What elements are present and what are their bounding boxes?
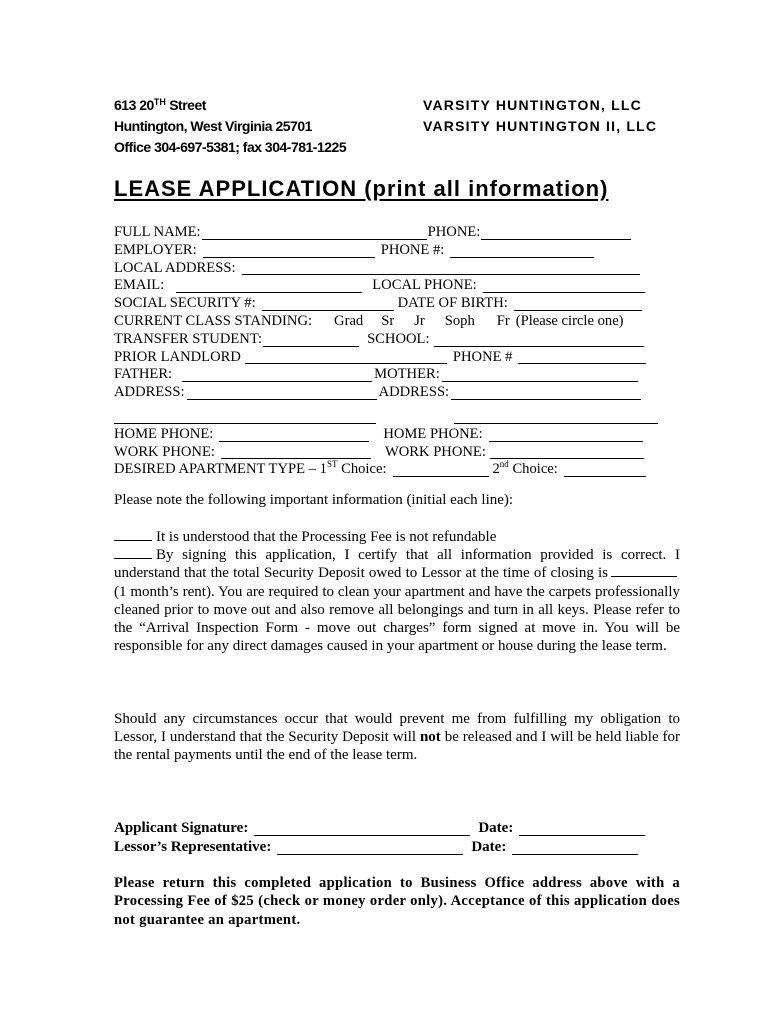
prior-landlord-label: PRIOR LANDLORD bbox=[114, 348, 241, 365]
prior-phone-label: PHONE # bbox=[452, 348, 513, 365]
phone-field[interactable] bbox=[481, 227, 631, 240]
mother-label: MOTHER: bbox=[374, 366, 440, 383]
email-row bbox=[114, 277, 662, 295]
address-row bbox=[114, 384, 662, 402]
mother-work-phone-field[interactable] bbox=[490, 446, 644, 459]
employer-phone-field[interactable] bbox=[450, 245, 594, 258]
father-address-field[interactable] bbox=[187, 387, 377, 400]
prior-landlord-field[interactable] bbox=[245, 351, 447, 364]
initial-field-2[interactable] bbox=[114, 546, 152, 559]
father-field[interactable] bbox=[182, 369, 372, 382]
desired-type-row bbox=[114, 461, 662, 479]
initial-note: Please note the following important information (initial each line): bbox=[114, 492, 514, 508]
transfer-row bbox=[114, 331, 662, 349]
father-work-phone-field[interactable] bbox=[221, 446, 371, 459]
ssn-field[interactable] bbox=[262, 298, 394, 311]
mother-home-phone-field[interactable] bbox=[489, 429, 643, 442]
second-choice-label: 2nd Choice: bbox=[492, 459, 558, 478]
full-name-label: FULL NAME: bbox=[114, 224, 201, 240]
email-label: EMAIL: bbox=[114, 277, 165, 294]
mother-address-line-2[interactable] bbox=[454, 411, 658, 424]
applicant-signature-label: Applicant Signature: bbox=[114, 820, 249, 836]
lessor-date-field[interactable] bbox=[512, 841, 638, 855]
mother-field[interactable] bbox=[442, 369, 638, 382]
school-field[interactable] bbox=[434, 334, 644, 347]
deposit-amount-field[interactable] bbox=[611, 564, 677, 577]
transfer-student-label: TRANSFER STUDENT: bbox=[114, 330, 263, 347]
return-instructions: Please return this completed application to Business Office address above with a Processing Fee of $25 (check or money order only). Acceptance of this application does not guarantee an apartment. bbox=[114, 875, 680, 928]
city-address: Huntington, West Virginia 25701 bbox=[114, 118, 312, 134]
initial-field-1[interactable] bbox=[114, 528, 152, 541]
company-name-1: VARSITY HUNTINGTON, LLC bbox=[423, 97, 642, 113]
applicant-signature-field[interactable] bbox=[254, 822, 470, 836]
class-option-soph[interactable]: Soph bbox=[444, 312, 475, 329]
lessor-signature-field[interactable] bbox=[277, 841, 463, 855]
lessor-signature-row bbox=[114, 838, 680, 857]
address-continuation-row bbox=[114, 408, 662, 426]
lessor-date-label: Date: bbox=[471, 839, 507, 855]
local-address-label: LOCAL ADDRESS: bbox=[114, 259, 236, 276]
page-title: LEASE APPLICATION (print all information) bbox=[114, 176, 609, 201]
lessor-signature-label: Lessor’s Representative: bbox=[114, 839, 272, 855]
school-label: SCHOOL: bbox=[367, 330, 430, 347]
father-work-phone-label: WORK PHONE: bbox=[114, 443, 215, 460]
company-names-block bbox=[423, 95, 723, 137]
class-standing-row bbox=[114, 313, 662, 331]
class-note: (Please circle one) bbox=[515, 312, 624, 329]
father-home-phone-field[interactable] bbox=[219, 429, 369, 442]
home-phone-row bbox=[114, 426, 662, 444]
applicant-signature-row bbox=[114, 819, 680, 838]
father-address-line-2[interactable] bbox=[114, 411, 376, 424]
mother-work-phone-label: WORK PHONE: bbox=[384, 443, 486, 460]
company-name-2: VARSITY HUNTINGTON II, LLC bbox=[423, 118, 658, 134]
class-option-fr[interactable]: Fr bbox=[496, 312, 510, 329]
dob-field[interactable] bbox=[514, 298, 642, 311]
mother-address-field[interactable] bbox=[451, 387, 641, 400]
local-address-field[interactable] bbox=[242, 262, 640, 275]
class-option-sr[interactable]: Sr bbox=[381, 312, 395, 329]
employer-phone-label: PHONE #: bbox=[380, 241, 445, 258]
first-choice-field[interactable] bbox=[393, 464, 489, 477]
employer-label: EMPLOYER: bbox=[114, 241, 197, 258]
transfer-student-field[interactable] bbox=[263, 334, 359, 347]
father-mother-row bbox=[114, 366, 662, 384]
mother-home-phone-label: HOME PHONE: bbox=[383, 425, 483, 442]
work-phone-row bbox=[114, 444, 662, 462]
email-field[interactable] bbox=[176, 280, 362, 293]
father-address-label: ADDRESS: bbox=[114, 384, 185, 401]
father-label: FATHER: bbox=[114, 366, 173, 383]
second-choice-field[interactable] bbox=[564, 464, 646, 477]
ssn-label: SOCIAL SECURITY #: bbox=[114, 295, 256, 312]
street-address: 613 20TH Street bbox=[114, 97, 206, 113]
employer-row bbox=[114, 242, 662, 260]
class-standing-label: CURRENT CLASS STANDING: bbox=[114, 312, 313, 329]
desired-type-label: DESIRED APARTMENT TYPE – 1ST Choice: bbox=[114, 459, 387, 478]
terms-paragraph bbox=[114, 528, 680, 655]
mother-address-label: ADDRESS: bbox=[378, 384, 450, 401]
full-name-row bbox=[114, 224, 662, 242]
local-phone-field[interactable] bbox=[483, 280, 645, 293]
local-phone-label: LOCAL PHONE: bbox=[372, 277, 477, 294]
phone-label: PHONE: bbox=[427, 224, 481, 240]
class-option-grad[interactable]: Grad bbox=[334, 312, 364, 329]
employer-field[interactable] bbox=[203, 245, 375, 258]
prior-phone-field[interactable] bbox=[518, 351, 646, 364]
local-address-row bbox=[114, 260, 662, 278]
office-address-block bbox=[114, 95, 414, 158]
terms-item-1: It is understood that the Processing Fee is not refundable bbox=[114, 528, 680, 546]
father-home-phone-label: HOME PHONE: bbox=[114, 425, 214, 442]
terms-item-2: By signing this application, I certify that all information provided is correct. I understand that the total Security Deposit owed to Lessor at the time of closing is(1 month’s rent). You are required to clean your apartment and have the carpets professionally cleaned prior to move out and also remove all belongings and turn in all keys. Please refer to the “Arrival Inspection Form - move out charges” form signed at move in. You will be responsible for any direct damages caused in your apartment or house during the lease term. bbox=[114, 547, 680, 655]
office-phone-fax: Office 304-697-5381; fax 304-781-1225 bbox=[114, 139, 347, 155]
class-option-jr[interactable]: Jr bbox=[414, 312, 425, 329]
signature-block bbox=[114, 819, 680, 857]
prior-landlord-row bbox=[114, 349, 662, 367]
applicant-date-label: Date: bbox=[478, 820, 514, 836]
ssn-row bbox=[114, 295, 662, 313]
liability-paragraph: Should any circumstances occur that would prevent me from fulfilling my obligation to Lessor, I understand that the Security Deposit will not be released and I will be held liable for the rental payments until the end of the lease term. bbox=[114, 711, 680, 764]
full-name-field[interactable] bbox=[202, 227, 427, 240]
not-emphasis: not bbox=[419, 729, 441, 746]
dob-label: DATE OF BIRTH: bbox=[397, 295, 508, 312]
applicant-fields bbox=[114, 224, 662, 479]
applicant-date-field[interactable] bbox=[519, 822, 645, 836]
